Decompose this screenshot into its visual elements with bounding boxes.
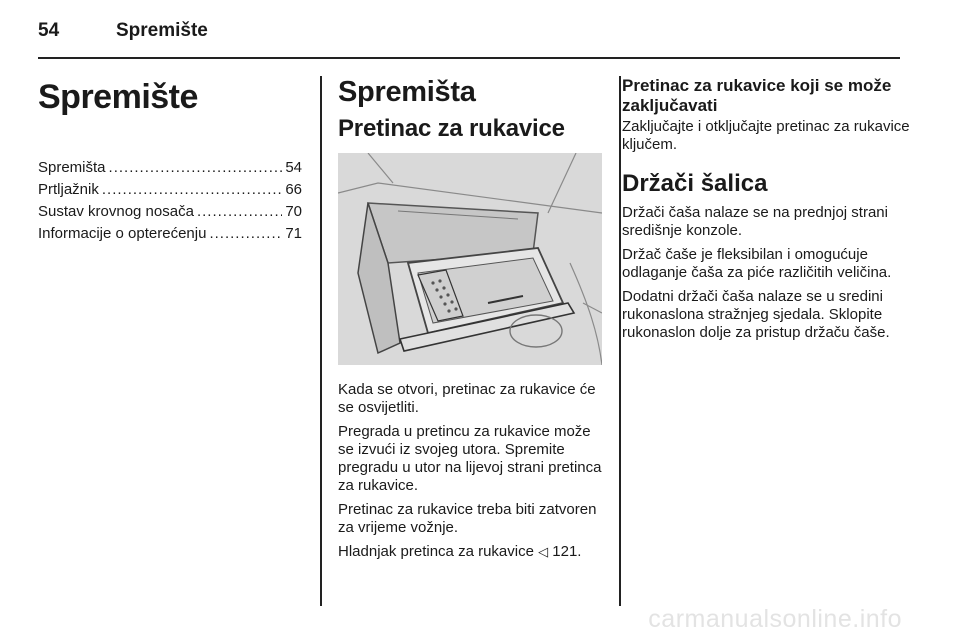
paragraph: Pregrada u pretincu za rukavice može se izvući iz svojeg utora. Spremite pregradu u utor na lijevoj strani pretinca za rukavice.: [338, 423, 602, 494]
toc-entry[interactable]: [38, 157, 302, 179]
paragraph: Držači čaša nalaze se na prednjoj strani središnje konzole.: [622, 204, 888, 239]
cupholders-heading: Držači šalica: [622, 170, 768, 197]
toc-entry-title: Informacije o opterećenju: [38, 225, 207, 242]
page-number: 54: [38, 20, 60, 41]
section-heading: Spremišta: [338, 76, 476, 108]
watermark: carmanualsonline.info: [648, 605, 902, 633]
toc-entry-page: 54: [285, 159, 302, 176]
toc-entry-page: 66: [285, 181, 302, 198]
lockable-glovebox-heading: Pretinac za rukavice koji se može zaključavati: [622, 76, 892, 115]
paragraph: Pretinac za rukavice treba biti zatvoren za vrijeme vožnje.: [338, 501, 597, 536]
cross-reference-page[interactable]: 121.: [552, 543, 582, 560]
cross-reference-text: Hladnjak pretinca za rukavice: [338, 543, 534, 560]
chapter-title: Spremište: [38, 78, 198, 116]
table-of-contents: [38, 157, 302, 245]
subsection-heading: Pretinac za rukavice: [338, 115, 565, 142]
toc-leader-dots: [197, 201, 282, 223]
reference-arrow-icon: ◁: [538, 544, 549, 559]
storage-column: [338, 72, 604, 567]
toc-entry-title: Prtljažnik: [38, 181, 99, 198]
column-divider-right: [619, 76, 621, 606]
cross-reference: [338, 543, 604, 561]
toc-leader-dots: [109, 157, 283, 179]
toc-leader-dots: [102, 179, 282, 201]
toc-entry[interactable]: [38, 179, 302, 201]
running-header-title: Spremište: [116, 20, 208, 41]
glovebox-illustration: [338, 153, 602, 365]
toc-entry-title: Spremišta: [38, 159, 106, 176]
paragraph: Držač čaše je fleksibilan i omogućuje odlaganje čaša za piće različitih veličina.: [622, 246, 892, 281]
cupholder-column: [622, 72, 912, 348]
toc-entry[interactable]: [38, 223, 302, 245]
paragraph: Kada se otvori, pretinac za rukavice će se osvijetliti.: [338, 381, 596, 416]
paragraph: Dodatni držači čaša nalaze se u sredini rukonaslona stražnjeg sjedala. Sklopite rukonaslon dolje za pristup držaču čaše.: [622, 288, 890, 341]
toc-entry-page: 71: [285, 225, 302, 242]
toc-entry-title: Sustav krovnog nosača: [38, 203, 194, 220]
toc-leader-dots: [209, 223, 282, 245]
paragraph: Zaključajte i otključajte pretinac za rukavice ključem.: [622, 118, 910, 153]
header-divider: [38, 57, 900, 59]
column-divider-left: [320, 76, 322, 606]
toc-entry-page: 70: [285, 203, 302, 220]
toc-entry[interactable]: [38, 201, 302, 223]
chapter-toc-column: [38, 72, 302, 245]
